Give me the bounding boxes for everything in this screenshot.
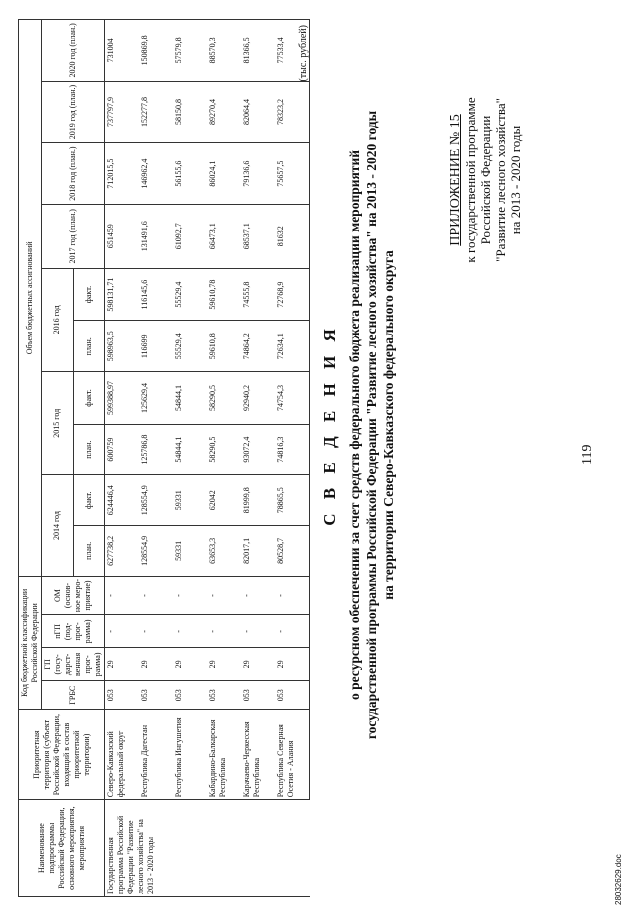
year-2017-cell: 81632 (275, 204, 310, 268)
header-plan: план. (73, 526, 105, 577)
fact-2015-cell: 125629,4 (139, 372, 173, 425)
appendix-line: Российской Федерации (478, 115, 493, 245)
pgp-cell: - (139, 615, 173, 648)
header-year-2016: 2016 год (42, 268, 74, 371)
fact-2015-cell: 74754,3 (275, 372, 310, 425)
table-row (241, 20, 275, 897)
year-2020-cell: 57579,8 (173, 20, 207, 82)
year-2019-cell: 78323,2 (275, 81, 310, 143)
program-name-cell: Государственная программа Российской Федерации "Развитие лесного хозяйства" на 2013 - 2020 годы (105, 800, 310, 897)
fact-2014-cell: 62042 (207, 475, 241, 526)
table-row (173, 20, 207, 897)
year-2018-cell: 146962,4 (139, 143, 173, 205)
year-2017-cell: 651459 (105, 204, 140, 268)
plan-2014-cell: 627738,2 (105, 526, 140, 577)
year-2020-cell: 731004 (105, 20, 140, 82)
plan-2016-cell: 72634,1 (275, 321, 310, 372)
fact-2014-cell: 59331 (173, 475, 207, 526)
appendix-line: на 2013 - 2020 годы (508, 125, 523, 235)
plan-2015-cell: 54844,1 (173, 424, 207, 475)
year-2020-cell: 81366,5 (241, 20, 275, 82)
fact-2014-cell: 128554,9 (139, 475, 173, 526)
fact-2015-cell: 599388,97 (105, 372, 140, 425)
header-grbs: ГРБС (42, 681, 105, 710)
header-volume-group: Объем бюджетных ассигнований (19, 20, 42, 577)
year-2017-cell: 68537,1 (241, 204, 275, 268)
fact-2016-cell: 59610,78 (207, 268, 241, 321)
header-year-2017: 2017 год (план.) (42, 204, 105, 268)
om-cell: - (139, 576, 173, 615)
pgp-cell: - (275, 615, 310, 648)
gp-cell: 29 (105, 648, 140, 681)
year-2018-cell: 56155,6 (173, 143, 207, 205)
gp-cell: 29 (173, 648, 207, 681)
header-plan: план. (73, 321, 105, 372)
budget-table (18, 19, 310, 897)
grbs-cell: 053 (241, 681, 275, 710)
table-row (207, 20, 241, 897)
document-heading (320, 65, 397, 785)
fact-2015-cell: 58290,5 (207, 372, 241, 425)
header-name: Наименование подпрограммы Российской Федерации, основного мероприятия, мероприятия (19, 800, 105, 897)
om-cell: - (173, 576, 207, 615)
fact-2016-cell: 74555,8 (241, 268, 275, 321)
heading-title: С В Е Д Е Н И Я (320, 324, 339, 526)
table-row (105, 20, 140, 897)
plan-2015-cell: 93072,4 (241, 424, 275, 475)
header-om: ОМ (основ- ное меро- приятие) (42, 576, 105, 615)
header-plan: план. (73, 424, 105, 475)
plan-2016-cell: 55529,4 (173, 321, 207, 372)
year-2019-cell: 152277,8 (139, 81, 173, 143)
header-row-1 (19, 20, 42, 897)
plan-2015-cell: 125786,8 (139, 424, 173, 475)
appendix-line: к государственной программе (463, 97, 478, 263)
territory-cell: Республика Северная Осетия - Алания (275, 710, 310, 800)
year-2017-cell: 61092,7 (173, 204, 207, 268)
header-fact: факт. (73, 268, 105, 321)
fact-2014-cell: 78865,5 (275, 475, 310, 526)
file-name-footer: 28032629.doc (614, 854, 623, 905)
fact-2016-cell: 55529,4 (173, 268, 207, 321)
gp-cell: 29 (207, 648, 241, 681)
year-2020-cell: 88570,3 (207, 20, 241, 82)
year-2017-cell: 66473,1 (207, 204, 241, 268)
fact-2016-cell: 116145,6 (139, 268, 173, 321)
plan-2016-cell: 74864,2 (241, 321, 275, 372)
grbs-cell: 053 (275, 681, 310, 710)
fact-2014-cell: 81999,8 (241, 475, 275, 526)
plan-2015-cell: 58290,5 (207, 424, 241, 475)
year-2018-cell: 712015,5 (105, 143, 140, 205)
plan-2015-cell: 600759 (105, 424, 140, 475)
appendix-line: "Развитие лесного хозяйства" (493, 98, 508, 262)
plan-2016-cell: 116699 (139, 321, 173, 372)
year-2019-cell: 58150,8 (173, 81, 207, 143)
gp-cell: 29 (241, 648, 275, 681)
plan-2014-cell: 128554,9 (139, 526, 173, 577)
grbs-cell: 053 (105, 681, 140, 710)
gp-cell: 29 (139, 648, 173, 681)
fact-2014-cell: 624446,4 (105, 475, 140, 526)
om-cell: - (207, 576, 241, 615)
heading-line: государственной программы Российской Федерации "Развитие лесного хозяйства" на 2013 - 2020 годы (364, 110, 379, 740)
header-territory: Приоритетная территория (субъект Российской Федерации, входящий в состав приоритетной территории) (19, 710, 105, 800)
pgp-cell: - (173, 615, 207, 648)
om-cell: - (241, 576, 275, 615)
year-2018-cell: 86024,1 (207, 143, 241, 205)
om-cell: - (105, 576, 140, 615)
om-cell: - (275, 576, 310, 615)
territory-cell: Карачаево-Черкесская Республика (241, 710, 275, 800)
pgp-cell: - (241, 615, 275, 648)
plan-2014-cell: 82017,1 (241, 526, 275, 577)
plan-2014-cell: 80528,7 (275, 526, 310, 577)
heading-line: на территории Северо-Кавказского федерального округа (381, 250, 396, 600)
fact-2016-cell: 598131,71 (105, 268, 140, 321)
header-code-group: Код бюджетной классификации Российской Федерации (19, 576, 42, 709)
year-2017-cell: 131491,6 (139, 204, 173, 268)
plan-2014-cell: 63653,3 (207, 526, 241, 577)
year-2018-cell: 75657,5 (275, 143, 310, 205)
fact-2015-cell: 54844,1 (173, 372, 207, 425)
year-2018-cell: 79136,6 (241, 143, 275, 205)
header-year-2018: 2018 год (план.) (42, 143, 105, 205)
header-fact: факт. (73, 475, 105, 526)
pgp-cell: - (207, 615, 241, 648)
appendix-title: ПРИЛОЖЕНИЕ № 15 (448, 114, 463, 246)
header-year-2015: 2015 год (42, 372, 74, 475)
year-2020-cell: 150869,8 (139, 20, 173, 82)
grbs-cell: 053 (139, 681, 173, 710)
header-year-2019: 2019 год (план.) (42, 81, 105, 143)
page-number: 119 (580, 444, 595, 465)
appendix-block (448, 30, 523, 330)
pgp-cell: - (105, 615, 140, 648)
grbs-cell: 053 (173, 681, 207, 710)
header-year-2020: 2020 год (план.) (42, 20, 105, 82)
unit-label: (тыс. рублей) (298, 25, 309, 82)
plan-2016-cell: 59610,8 (207, 321, 241, 372)
table-row (275, 20, 310, 897)
plan-2016-cell: 598963,5 (105, 321, 140, 372)
grbs-cell: 053 (207, 681, 241, 710)
territory-cell: Кабардино-Балкарская Республика (207, 710, 241, 800)
year-2019-cell: 82064,4 (241, 81, 275, 143)
territory-cell: Северо-Кавказский федеральный округ (105, 710, 140, 800)
territory-cell: Республика Дагестан (139, 710, 173, 800)
header-fact: факт. (73, 372, 105, 425)
heading-line: о ресурсном обеспечении за счет средств федерального бюджета реализации мероприятий (347, 150, 362, 700)
year-2020-cell: 77533,4 (275, 20, 310, 82)
plan-2014-cell: 59331 (173, 526, 207, 577)
plan-2015-cell: 74816,3 (275, 424, 310, 475)
header-gp: ГП (госу- дарст- венная прог- рамма) (42, 648, 105, 681)
gp-cell: 29 (275, 648, 310, 681)
territory-cell: Республика Ингушетия (173, 710, 207, 800)
fact-2016-cell: 72768,9 (275, 268, 310, 321)
fact-2015-cell: 92940,2 (241, 372, 275, 425)
table-row (139, 20, 173, 897)
year-2019-cell: 89270,4 (207, 81, 241, 143)
header-pgp: пГП (под- прог- рамма) (42, 615, 105, 648)
header-year-2014: 2014 год (42, 475, 74, 576)
year-2019-cell: 737797,9 (105, 81, 140, 143)
